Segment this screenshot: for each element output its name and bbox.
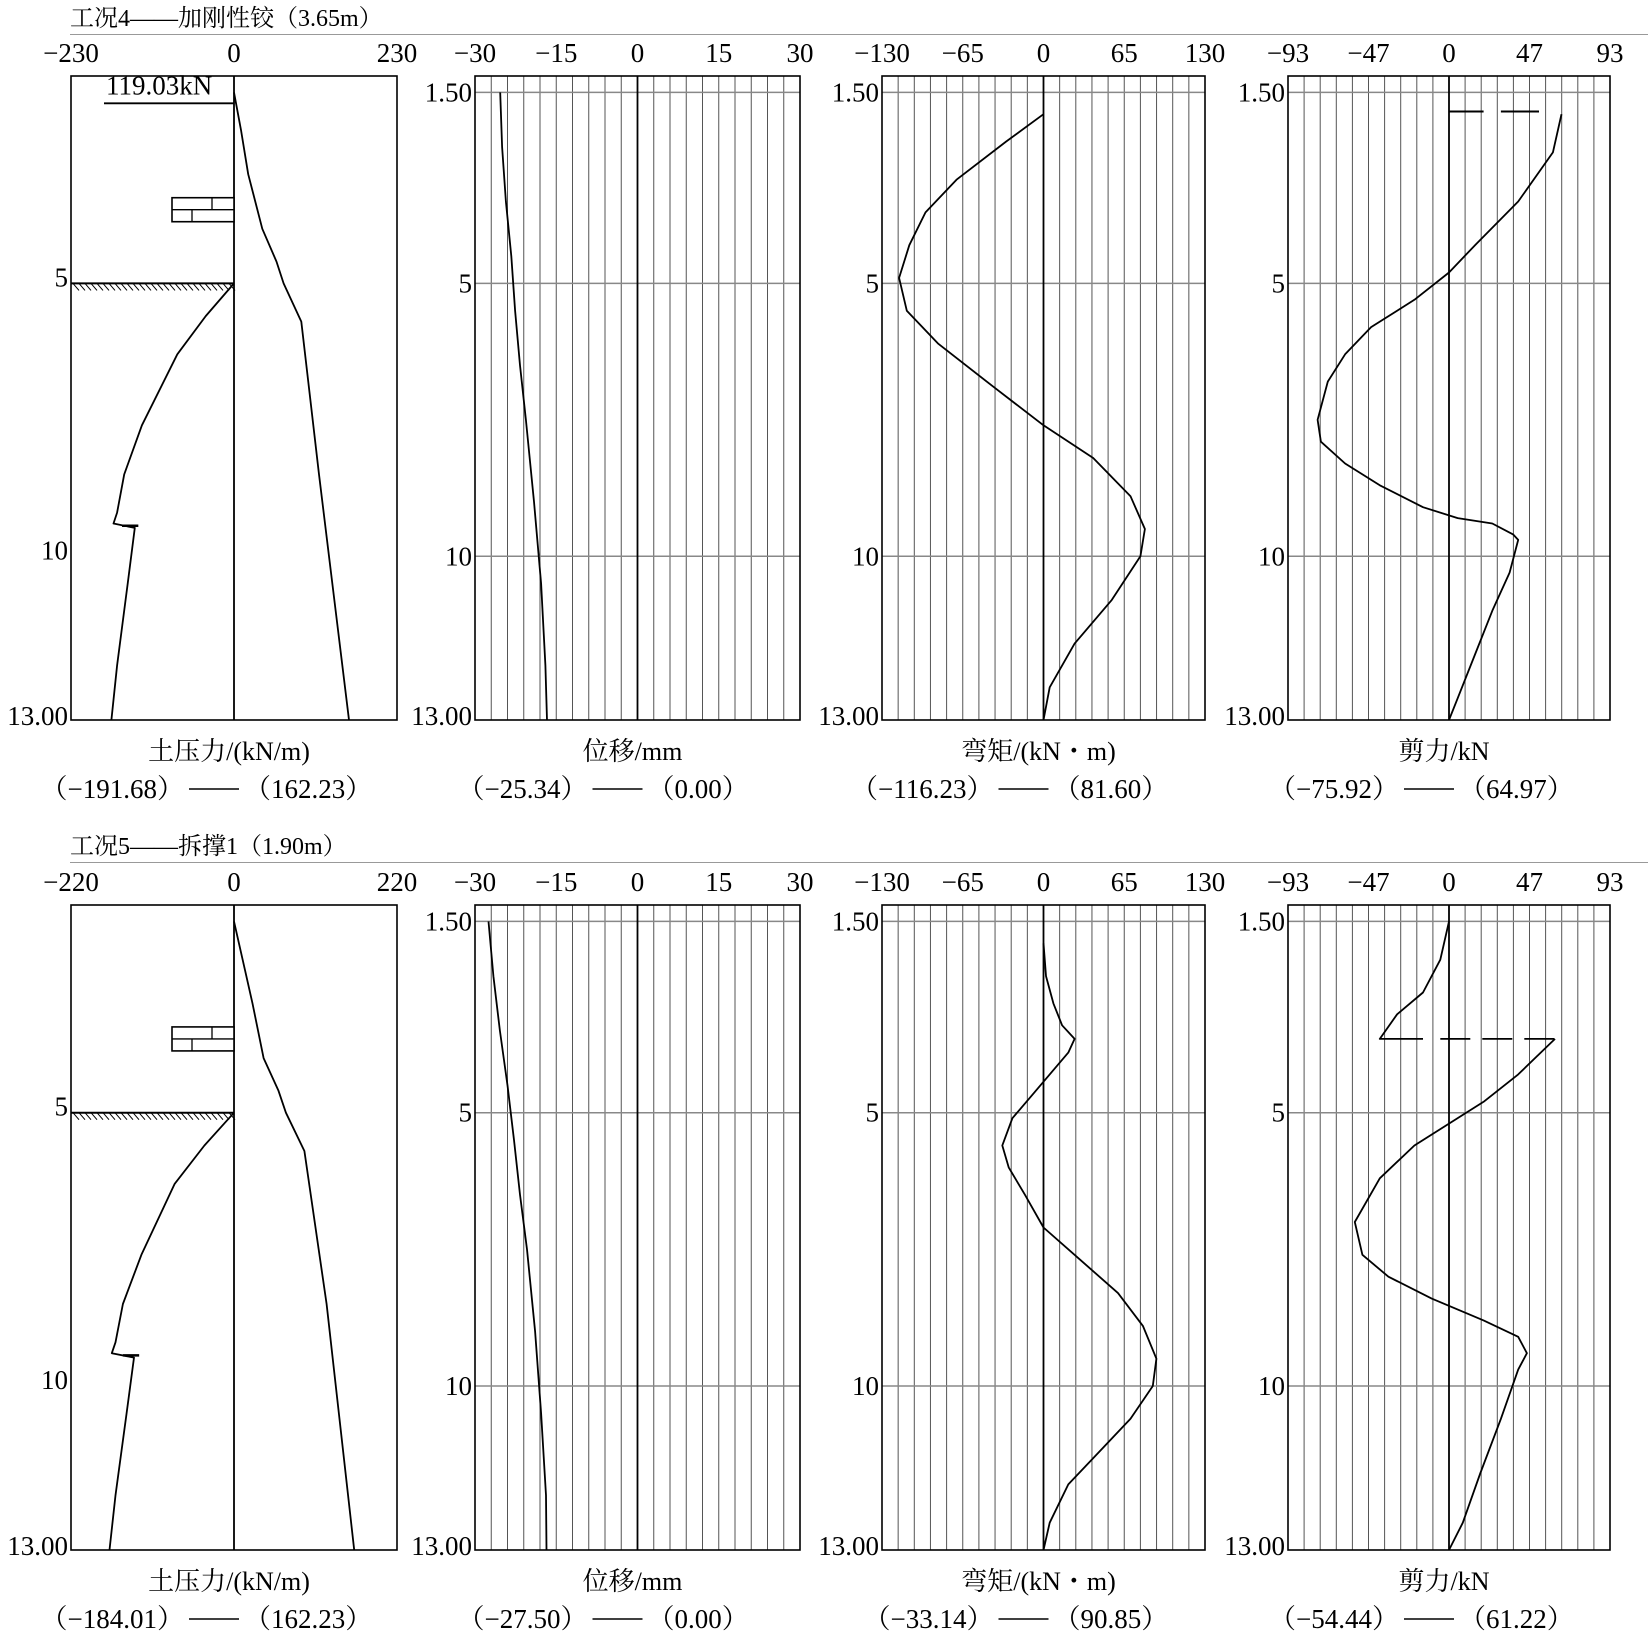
- x-tick-label: 47: [1516, 38, 1543, 68]
- panel-shear-4: [1288, 76, 1610, 789]
- excavation-hatch: [169, 1113, 175, 1120]
- y-tick-label: 10: [852, 541, 879, 572]
- excavation-hatch: [187, 1113, 193, 1120]
- excavation-hatch: [169, 283, 175, 290]
- excavation-hatch: [103, 1113, 109, 1120]
- x-tick-label: −65: [941, 867, 984, 897]
- excavation-hatch: [133, 1113, 139, 1120]
- range-min-label: （−184.01）: [40, 1604, 184, 1634]
- case-title-4: 工况4——加刚性铰（3.65m）: [70, 6, 383, 32]
- x-tick-label: −230: [43, 38, 99, 68]
- y-tick-label: 13.00: [411, 701, 472, 731]
- x-tick-label: 0: [630, 38, 645, 68]
- y-tick-label: 10: [1258, 541, 1285, 572]
- x-tick-label: 93: [1596, 38, 1624, 68]
- range-max-label: （162.23）: [244, 1604, 373, 1634]
- excavation-hatch: [97, 283, 103, 290]
- data-curve-shear: [1380, 921, 1449, 1039]
- excavation-hatch: [79, 1113, 85, 1120]
- range-max-label: （81.60）: [1053, 774, 1169, 804]
- excavation-hatch: [217, 1113, 223, 1120]
- excavation-hatch: [91, 283, 97, 290]
- excavation-hatch: [127, 283, 133, 290]
- y-tick-label: 10: [41, 535, 68, 566]
- y-tick-label: 10: [445, 541, 472, 572]
- x-tick-label: 0: [1442, 867, 1456, 897]
- range-min-label: （−116.23）: [851, 774, 994, 804]
- x-axis-label: 弯矩/(kN・m): [961, 1567, 1116, 1596]
- range-max-label: （0.00）: [647, 1604, 749, 1634]
- x-tick-label: 65: [1110, 867, 1138, 897]
- excavation-hatch: [91, 1113, 97, 1120]
- x-tick-label: 0: [227, 867, 241, 897]
- x-tick-label: 15: [705, 867, 733, 897]
- excavation-hatch: [121, 283, 127, 290]
- panel-pressure-5: [71, 905, 397, 1619]
- x-tick-label: 30: [786, 867, 814, 897]
- x-tick-label: 230: [376, 38, 418, 68]
- x-tick-label: 0: [1036, 38, 1051, 68]
- excavation-hatch: [181, 283, 187, 290]
- y-tick-label: 5: [865, 1097, 879, 1128]
- range-min-label: （−33.14）: [863, 1604, 994, 1634]
- excavation-hatch: [151, 1113, 157, 1120]
- x-tick-label: −15: [535, 38, 578, 68]
- excavation-hatch: [79, 283, 85, 290]
- range-min-label: （−54.44）: [1269, 1604, 1399, 1634]
- panel-shear-5: [1288, 905, 1610, 1619]
- excavation-hatch: [127, 1113, 133, 1120]
- range-max-label: （0.00）: [647, 774, 749, 804]
- y-tick-label: 13.00: [7, 1531, 68, 1561]
- excavation-hatch: [115, 1113, 121, 1120]
- y-tick-label: 1.50: [424, 77, 472, 108]
- y-tick-label: 13.00: [1224, 1531, 1285, 1561]
- excavation-hatch: [109, 1113, 115, 1120]
- y-tick-label: 5: [458, 1097, 472, 1128]
- x-tick-label: −30: [453, 38, 497, 68]
- y-tick-label: 5: [54, 1091, 68, 1122]
- panel-pressure-4: [71, 76, 397, 789]
- excavation-hatch: [115, 283, 121, 290]
- range-min-label: （−27.50）: [457, 1604, 588, 1634]
- x-tick-label: 130: [1184, 867, 1226, 897]
- excavation-hatch: [109, 283, 115, 290]
- x-tick-label: 93: [1596, 867, 1624, 897]
- y-tick-label: 10: [1258, 1371, 1285, 1402]
- y-tick-label: 5: [458, 268, 472, 299]
- excavation-hatch: [217, 283, 223, 290]
- x-tick-label: 220: [376, 867, 418, 897]
- excavation-hatch: [175, 283, 181, 290]
- excavation-hatch: [193, 283, 199, 290]
- excavation-hatch: [193, 1113, 199, 1120]
- excavation-hatch: [181, 1113, 187, 1120]
- x-axis-label: 弯矩/(kN・m): [961, 737, 1116, 766]
- x-tick-label: −30: [453, 867, 497, 897]
- excavation-hatch: [157, 1113, 163, 1120]
- data-curve-pressure: [234, 921, 354, 1550]
- x-tick-label: 0: [227, 38, 241, 68]
- excavation-hatch: [211, 1113, 217, 1120]
- panel-moment-5: [882, 905, 1205, 1619]
- range-min-label: （−75.92）: [1269, 774, 1399, 804]
- x-tick-label: −47: [1347, 38, 1390, 68]
- excavation-hatch: [73, 283, 79, 290]
- excavation-hatch: [97, 1113, 103, 1120]
- x-tick-label: 47: [1516, 867, 1543, 897]
- excavation-hatch: [199, 1113, 205, 1120]
- x-tick-label: 15: [705, 38, 733, 68]
- panel-displacement-4: [475, 76, 800, 789]
- y-tick-label: 5: [865, 268, 879, 299]
- excavation-hatch: [103, 283, 109, 290]
- y-tick-label: 1.50: [424, 906, 472, 937]
- data-curve-moment: [1002, 943, 1156, 1550]
- data-curve-pressure: [234, 92, 349, 720]
- excavation-hatch: [139, 1113, 145, 1120]
- range-max-label: （61.22）: [1459, 1604, 1574, 1634]
- excavation-hatch: [121, 1113, 127, 1120]
- case-title-5: 工况5——拆撑1（1.90m）: [70, 834, 347, 860]
- excavation-hatch: [187, 283, 193, 290]
- data-curve-displacement: [489, 921, 547, 1550]
- excavation-hatch: [199, 283, 205, 290]
- range-max-label: （90.85）: [1053, 1604, 1169, 1634]
- x-axis-label: 位移/mm: [582, 1567, 683, 1596]
- x-tick-label: 30: [786, 38, 814, 68]
- y-tick-label: 5: [54, 262, 68, 293]
- y-tick-label: 1.50: [1237, 906, 1285, 937]
- excavation-hatch: [205, 1113, 211, 1120]
- y-tick-label: 10: [852, 1371, 879, 1402]
- x-axis-label: 土压力/(kN/m): [148, 1567, 310, 1596]
- y-tick-label: 13.00: [818, 701, 879, 731]
- range-max-label: （162.23）: [244, 774, 373, 804]
- y-tick-label: 1.50: [831, 906, 879, 937]
- x-tick-label: −65: [941, 38, 984, 68]
- data-curve-pressure: [111, 283, 234, 720]
- support-force-label: 119.03kN: [106, 70, 213, 101]
- data-curve-shear: [1318, 114, 1562, 720]
- data-curve-pressure: [110, 1113, 235, 1550]
- panel-moment-4: [882, 76, 1205, 789]
- y-tick-label: 13.00: [1224, 701, 1285, 731]
- x-axis-label: 剪力/kN: [1398, 737, 1490, 766]
- y-tick-label: 13.00: [7, 701, 68, 731]
- range-min-label: （−191.68）: [40, 774, 184, 804]
- y-tick-label: 13.00: [818, 1531, 879, 1561]
- x-axis-label: 位移/mm: [582, 737, 683, 766]
- range-min-label: （−25.34）: [457, 774, 588, 804]
- x-tick-label: 65: [1110, 38, 1138, 68]
- panel-displacement-5: [475, 905, 800, 1619]
- x-tick-label: 0: [1442, 38, 1456, 68]
- x-axis-label: 土压力/(kN/m): [148, 737, 310, 766]
- excavation-hatch: [223, 1113, 229, 1120]
- excavation-hatch: [139, 283, 145, 290]
- y-tick-label: 1.50: [1237, 77, 1285, 108]
- x-axis-label: 剪力/kN: [1398, 1567, 1490, 1596]
- y-tick-label: 10: [445, 1371, 472, 1402]
- excavation-hatch: [145, 1113, 151, 1120]
- x-tick-label: −130: [854, 38, 910, 68]
- excavation-hatch: [163, 283, 169, 290]
- excavation-hatch: [205, 283, 211, 290]
- x-tick-label: −93: [1266, 38, 1310, 68]
- excavation-hatch: [145, 283, 151, 290]
- y-tick-label: 5: [1271, 268, 1285, 299]
- excavation-hatch: [85, 283, 91, 290]
- y-tick-label: 1.50: [831, 77, 879, 108]
- excavation-hatch: [163, 1113, 169, 1120]
- x-tick-label: −130: [854, 867, 910, 897]
- excavation-hatch: [157, 283, 163, 290]
- x-tick-label: −93: [1266, 867, 1310, 897]
- range-max-label: （64.97）: [1459, 774, 1574, 804]
- excavation-hatch: [133, 283, 139, 290]
- excavation-hatch: [223, 283, 229, 290]
- x-tick-label: −47: [1347, 867, 1390, 897]
- y-tick-label: 10: [41, 1365, 68, 1396]
- excavation-hatch: [85, 1113, 91, 1120]
- excavation-hatch: [73, 1113, 79, 1120]
- x-tick-label: 0: [1036, 867, 1051, 897]
- x-tick-label: 130: [1184, 38, 1226, 68]
- excavation-hatch: [151, 283, 157, 290]
- y-tick-label: 13.00: [411, 1531, 472, 1561]
- excavation-hatch: [211, 283, 217, 290]
- x-tick-label: −15: [535, 867, 578, 897]
- excavation-hatch: [175, 1113, 181, 1120]
- x-tick-label: 0: [630, 867, 645, 897]
- x-tick-label: −220: [43, 867, 99, 897]
- y-tick-label: 5: [1271, 1097, 1285, 1128]
